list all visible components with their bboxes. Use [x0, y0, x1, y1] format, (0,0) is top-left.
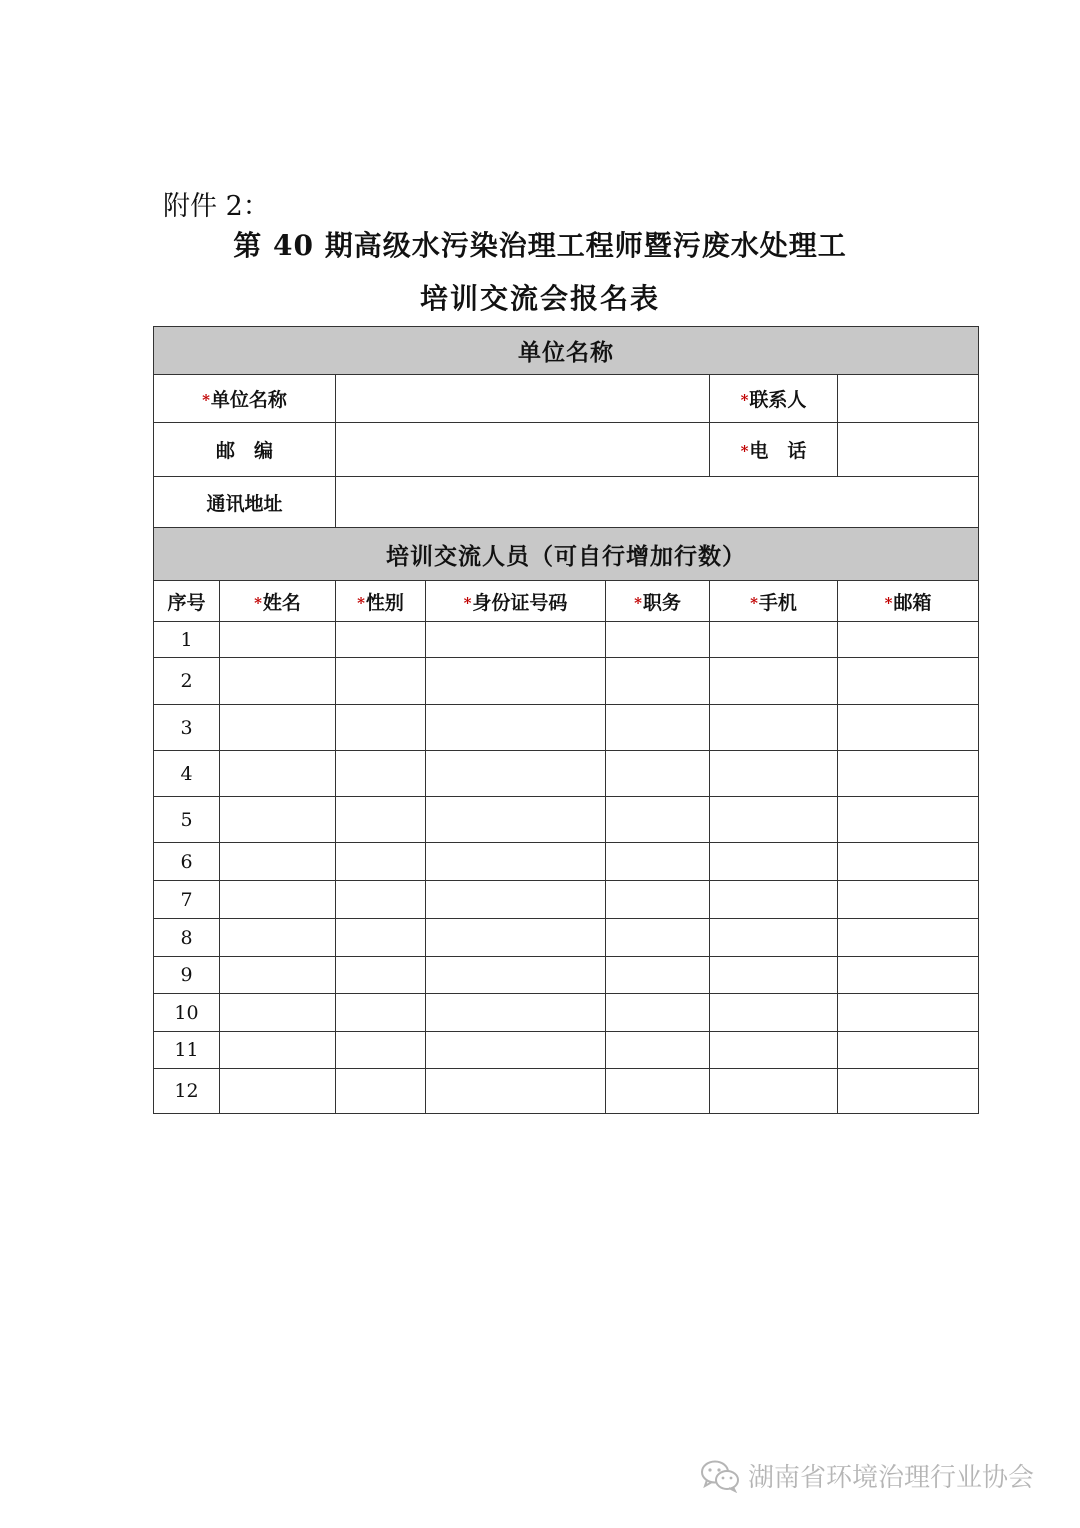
- mobile-cell[interactable]: [710, 658, 838, 705]
- name-cell[interactable]: [220, 622, 336, 658]
- position-cell[interactable]: [606, 1069, 710, 1114]
- mobile-cell[interactable]: [710, 881, 838, 919]
- gender-cell[interactable]: [336, 919, 426, 957]
- column-header-name: *姓名: [220, 581, 336, 622]
- name-cell[interactable]: [220, 705, 336, 751]
- position-cell[interactable]: [606, 797, 710, 843]
- row-index: 12: [154, 1069, 220, 1114]
- personnel-column-headers: [154, 581, 979, 622]
- table-row: [154, 797, 979, 843]
- address-label: 通讯地址: [154, 477, 336, 528]
- name-cell[interactable]: [220, 919, 336, 957]
- row-index: 9: [154, 957, 220, 994]
- table-row: [154, 957, 979, 994]
- table-row: [154, 919, 979, 957]
- required-mark: *: [740, 442, 749, 460]
- wechat-icon: [700, 1459, 740, 1493]
- required-mark: *: [357, 593, 365, 612]
- id-number-cell[interactable]: [426, 751, 606, 797]
- mobile-cell[interactable]: [710, 1032, 838, 1069]
- row-index: 11: [154, 1032, 220, 1069]
- name-cell[interactable]: [220, 957, 336, 994]
- id-number-cell[interactable]: [426, 994, 606, 1032]
- id-number-cell[interactable]: [426, 705, 606, 751]
- unit-name-field[interactable]: [336, 375, 710, 423]
- gender-cell[interactable]: [336, 843, 426, 881]
- table-row: [154, 658, 979, 705]
- required-mark: *: [634, 593, 642, 612]
- gender-cell[interactable]: [336, 751, 426, 797]
- required-mark: *: [254, 593, 262, 612]
- email-cell[interactable]: [838, 705, 979, 751]
- postcode-field[interactable]: [336, 423, 710, 477]
- id-number-cell[interactable]: [426, 957, 606, 994]
- gender-cell[interactable]: [336, 658, 426, 705]
- id-number-cell[interactable]: [426, 797, 606, 843]
- form-title-line-1: 第 40 期高级水污染治理工程师暨污废水处理工: [233, 229, 847, 262]
- watermark: [700, 1457, 1034, 1494]
- row-index: 5: [154, 797, 220, 843]
- mobile-cell[interactable]: [710, 843, 838, 881]
- position-cell[interactable]: [606, 658, 710, 705]
- position-cell[interactable]: [606, 751, 710, 797]
- name-cell[interactable]: [220, 797, 336, 843]
- attachment-label: 附件 2：: [163, 191, 270, 222]
- registration-form-table: [153, 326, 979, 1114]
- email-cell[interactable]: [838, 658, 979, 705]
- email-cell[interactable]: [838, 622, 979, 658]
- gender-cell[interactable]: [336, 1032, 426, 1069]
- gender-cell[interactable]: [336, 994, 426, 1032]
- required-mark: *: [884, 593, 893, 612]
- gender-cell[interactable]: [336, 622, 426, 658]
- table-row: [154, 881, 979, 919]
- contact-label: *联系人: [710, 375, 838, 423]
- gender-cell[interactable]: [336, 797, 426, 843]
- row-index: 2: [154, 658, 220, 705]
- id-number-cell[interactable]: [426, 658, 606, 705]
- row-index: 10: [154, 994, 220, 1032]
- id-number-cell[interactable]: [426, 919, 606, 957]
- name-cell[interactable]: [220, 1032, 336, 1069]
- table-row: [154, 705, 979, 751]
- position-cell[interactable]: [606, 705, 710, 751]
- name-cell[interactable]: [220, 881, 336, 919]
- gender-cell[interactable]: [336, 705, 426, 751]
- column-header-email: *邮箱: [838, 581, 979, 622]
- postcode-label: 邮 编: [154, 423, 336, 477]
- mobile-cell[interactable]: [710, 1069, 838, 1114]
- mobile-cell[interactable]: [710, 622, 838, 658]
- name-cell[interactable]: [220, 751, 336, 797]
- mobile-cell[interactable]: [710, 797, 838, 843]
- name-cell[interactable]: [220, 843, 336, 881]
- mobile-cell[interactable]: [710, 751, 838, 797]
- form-title-line-2: 培训交流会报名表: [419, 282, 660, 315]
- personnel-rows: [154, 622, 979, 1114]
- unit-section-header: 单位名称: [154, 327, 979, 375]
- position-cell[interactable]: [606, 843, 710, 881]
- mobile-cell[interactable]: [710, 705, 838, 751]
- email-cell[interactable]: [838, 843, 979, 881]
- table-row: [154, 994, 979, 1032]
- id-number-cell[interactable]: [426, 1069, 606, 1114]
- column-header-index: 序号: [154, 581, 220, 622]
- email-cell[interactable]: [838, 881, 979, 919]
- contact-field[interactable]: [838, 375, 979, 423]
- required-mark: *: [740, 391, 749, 409]
- id-number-cell[interactable]: [426, 881, 606, 919]
- position-cell[interactable]: [606, 1032, 710, 1069]
- table-row: [154, 843, 979, 881]
- table-row: [154, 622, 979, 658]
- required-mark: *: [202, 391, 210, 409]
- phone-field[interactable]: [838, 423, 979, 477]
- row-index: 3: [154, 705, 220, 751]
- gender-cell[interactable]: [336, 881, 426, 919]
- email-cell[interactable]: [838, 751, 979, 797]
- email-cell[interactable]: [838, 797, 979, 843]
- position-cell[interactable]: [606, 881, 710, 919]
- email-cell[interactable]: [838, 994, 979, 1032]
- name-cell[interactable]: [220, 1069, 336, 1114]
- table-row: [154, 1032, 979, 1069]
- email-cell[interactable]: [838, 1069, 979, 1114]
- id-number-cell[interactable]: [426, 1032, 606, 1069]
- gender-cell[interactable]: [336, 1069, 426, 1114]
- required-mark: *: [463, 593, 472, 612]
- column-header-position: *职务: [606, 581, 710, 622]
- row-index: 4: [154, 751, 220, 797]
- position-cell[interactable]: [606, 622, 710, 658]
- column-header-id-number: *身份证号码: [426, 581, 606, 622]
- unit-name-label: *单位名称: [154, 375, 336, 423]
- row-index: 7: [154, 881, 220, 919]
- id-number-cell[interactable]: [426, 843, 606, 881]
- email-cell[interactable]: [838, 1032, 979, 1069]
- email-cell[interactable]: [838, 957, 979, 994]
- required-mark: *: [750, 593, 758, 612]
- watermark-text: 湖南省环境治理行业协会: [748, 1463, 1035, 1493]
- mobile-cell[interactable]: [710, 994, 838, 1032]
- position-cell[interactable]: [606, 957, 710, 994]
- name-cell[interactable]: [220, 994, 336, 1032]
- row-index: 8: [154, 919, 220, 957]
- row-index: 6: [154, 843, 220, 881]
- gender-cell[interactable]: [336, 957, 426, 994]
- email-cell[interactable]: [838, 919, 979, 957]
- name-cell[interactable]: [220, 658, 336, 705]
- personnel-section-header: 培训交流人员（可自行增加行数）: [154, 528, 979, 581]
- address-field[interactable]: [336, 477, 979, 528]
- column-header-mobile: *手机: [710, 581, 838, 622]
- table-row: [154, 751, 979, 797]
- column-header-gender: *性别: [336, 581, 426, 622]
- mobile-cell[interactable]: [710, 957, 838, 994]
- row-index: 1: [154, 622, 220, 658]
- table-row: [154, 1069, 979, 1114]
- position-cell[interactable]: [606, 919, 710, 957]
- position-cell[interactable]: [606, 994, 710, 1032]
- id-number-cell[interactable]: [426, 622, 606, 658]
- phone-label: *电 话: [710, 423, 838, 477]
- mobile-cell[interactable]: [710, 919, 838, 957]
